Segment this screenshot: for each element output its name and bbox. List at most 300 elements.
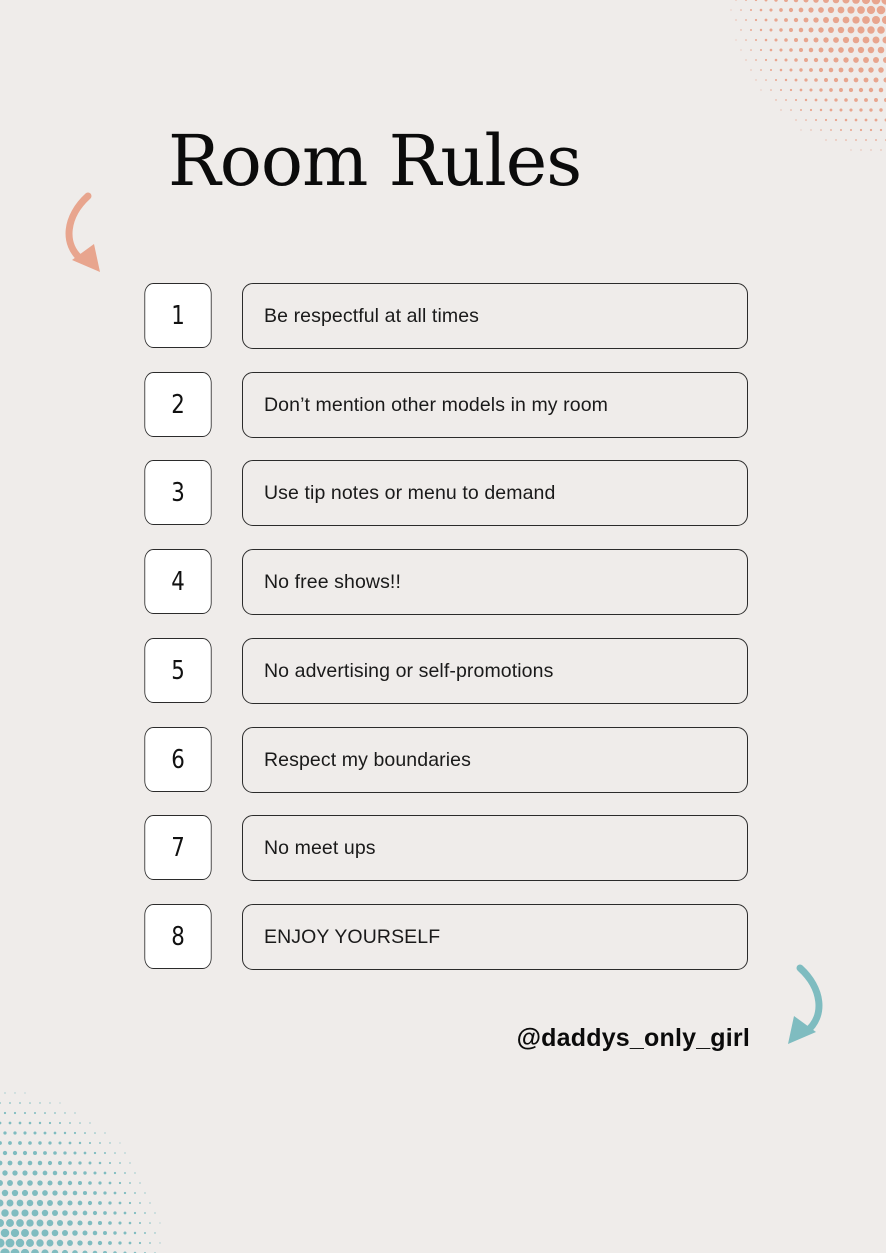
- halftone-dot: [809, 48, 813, 52]
- halftone-dot: [144, 1232, 146, 1234]
- halftone-dot: [59, 1102, 60, 1103]
- halftone-dot: [833, 57, 838, 62]
- rule-number: 2: [171, 389, 185, 420]
- halftone-dot: [779, 8, 783, 12]
- halftone-dot: [879, 108, 882, 111]
- halftone-dot: [38, 1161, 42, 1165]
- halftone-dot: [42, 1230, 49, 1237]
- halftone-dot: [750, 49, 752, 51]
- halftone-dot: [139, 1242, 141, 1244]
- halftone-dot: [843, 57, 848, 62]
- halftone-dot: [23, 1131, 26, 1134]
- halftone-dot: [740, 29, 741, 30]
- halftone-dot: [874, 98, 878, 102]
- halftone-dot: [98, 1241, 102, 1245]
- halftone-dot: [784, 0, 788, 2]
- halftone-dot: [790, 109, 792, 111]
- halftone-dot: [114, 1152, 116, 1154]
- halftone-dot: [750, 9, 752, 11]
- halftone-dot: [72, 1230, 78, 1236]
- halftone-dot: [760, 29, 762, 31]
- halftone-dot: [13, 1131, 16, 1134]
- halftone-dot: [735, 0, 736, 1]
- rule-text: Use tip notes or menu to demand: [264, 481, 556, 504]
- halftone-dot: [843, 17, 850, 24]
- halftone-dot: [52, 1190, 57, 1195]
- rule-number-box: [144, 283, 211, 348]
- halftone-dot: [784, 18, 788, 22]
- halftone-dot: [32, 1190, 38, 1196]
- halftone-dot: [809, 28, 814, 33]
- halftone-dot: [775, 59, 778, 62]
- halftone-dot: [780, 89, 782, 91]
- halftone-dot: [848, 67, 853, 72]
- halftone-dot: [11, 1209, 18, 1216]
- halftone-dot: [789, 28, 793, 32]
- halftone-dot: [860, 129, 862, 131]
- halftone-dot: [872, 0, 881, 4]
- halftone-dot: [740, 9, 742, 11]
- rule-number: 4: [171, 566, 185, 597]
- halftone-dot: [9, 1122, 12, 1125]
- halftone-dot: [134, 1212, 136, 1214]
- halftone-dot: [844, 98, 848, 102]
- halftone-dot: [859, 108, 862, 111]
- halftone-dot: [63, 1151, 66, 1154]
- halftone-dot: [0, 1161, 2, 1166]
- halftone-dot: [77, 1220, 82, 1225]
- halftone-dot: [43, 1171, 48, 1176]
- halftone-dot: [52, 1250, 59, 1253]
- halftone-dot: [804, 18, 809, 23]
- halftone-dot: [52, 1230, 59, 1237]
- halftone-dot: [129, 1162, 130, 1163]
- halftone-dot: [0, 1238, 5, 1247]
- halftone-dot: [745, 39, 747, 41]
- halftone-dot: [73, 1151, 76, 1154]
- halftone-dot: [774, 38, 777, 41]
- halftone-dot: [845, 139, 847, 141]
- halftone-dot: [815, 119, 817, 121]
- halftone-dot: [37, 1200, 43, 1206]
- halftone-dot: [770, 89, 772, 91]
- halftone-dot: [83, 1211, 88, 1216]
- rule-number: 8: [171, 921, 185, 952]
- halftone-dot: [740, 49, 741, 50]
- halftone-dot: [867, 6, 875, 14]
- halftone-dot: [795, 79, 798, 82]
- halftone-dot: [828, 7, 834, 13]
- halftone-dot: [830, 109, 833, 112]
- halftone-dot: [8, 1141, 12, 1145]
- halftone-dot: [104, 1132, 105, 1133]
- halftone-dot: [800, 109, 802, 111]
- halftone-dot: [858, 67, 863, 72]
- halftone-dot: [4, 1092, 5, 1093]
- halftone-dot: [0, 1248, 9, 1253]
- halftone-dot: [78, 1161, 81, 1164]
- halftone-dot: [765, 79, 767, 81]
- halftone-dot: [2, 1190, 8, 1196]
- halftone-dot: [877, 6, 886, 15]
- rule-text: Respect my boundaries: [264, 748, 471, 771]
- halftone-dot: [7, 1180, 13, 1186]
- halftone-dot: [847, 6, 854, 13]
- halftone-dot: [18, 1141, 22, 1145]
- halftone-dot: [760, 89, 761, 90]
- halftone-dot: [98, 1181, 101, 1184]
- halftone-dot: [108, 1201, 111, 1204]
- halftone-dot: [47, 1240, 54, 1247]
- halftone-dot: [855, 119, 858, 122]
- halftone-dot: [850, 129, 852, 131]
- halftone-dot: [755, 79, 756, 80]
- halftone-dot: [44, 1112, 46, 1114]
- halftone-dot: [854, 98, 858, 102]
- halftone-dot: [1, 1209, 8, 1216]
- halftone-dot: [794, 38, 798, 42]
- halftone-dot: [144, 1192, 145, 1193]
- halftone-dot: [12, 1190, 18, 1196]
- halftone-dot: [83, 1231, 88, 1236]
- halftone-dot: [103, 1211, 107, 1215]
- halftone-dot: [94, 1132, 96, 1134]
- halftone-dot: [842, 0, 849, 4]
- halftone-dot: [0, 1219, 4, 1227]
- halftone-dot: [0, 1180, 3, 1186]
- rule-text-box: [242, 815, 748, 881]
- halftone-dot: [7, 1200, 14, 1207]
- halftone-dot: [159, 1242, 160, 1243]
- halftone-dot: [68, 1161, 72, 1165]
- halftone-dot: [755, 0, 757, 1]
- halftone-dot: [17, 1200, 24, 1207]
- halftone-dot: [22, 1190, 28, 1196]
- halftone-dot: [765, 0, 768, 1]
- halftone-dot: [21, 1249, 29, 1253]
- halftone-dot: [129, 1222, 132, 1225]
- halftone-dot: [93, 1191, 97, 1195]
- halftone-dot: [745, 59, 746, 60]
- halftone-dot: [835, 119, 837, 121]
- halftone-dot: [0, 1122, 1, 1125]
- halftone-dot: [877, 26, 885, 34]
- halftone-dot: [819, 88, 822, 91]
- halftone-dot: [27, 1180, 33, 1186]
- page-title: Room Rules: [168, 120, 582, 202]
- halftone-dot: [880, 149, 881, 150]
- halftone-dot: [109, 1182, 112, 1185]
- halftone-dot: [834, 98, 837, 101]
- halftone-dot: [750, 69, 751, 70]
- halftone-dot: [770, 49, 773, 52]
- halftone-dot: [795, 99, 797, 101]
- halftone-dot: [863, 57, 869, 63]
- halftone-dot: [780, 109, 781, 110]
- halftone-dot: [770, 29, 773, 32]
- halftone-dot: [878, 47, 885, 54]
- halftone-dot: [69, 1142, 72, 1145]
- halftone-dot: [800, 129, 801, 130]
- halftone-dot: [872, 16, 880, 24]
- halftone-dot: [857, 26, 864, 33]
- halftone-dot: [3, 1131, 6, 1134]
- halftone-dot: [134, 1232, 136, 1234]
- halftone-dot: [1, 1229, 10, 1238]
- halftone-dot: [19, 1102, 21, 1104]
- rule-number: 3: [171, 477, 185, 508]
- halftone-dot: [848, 47, 854, 53]
- halftone-dot: [833, 0, 840, 3]
- halftone-dot: [108, 1221, 112, 1225]
- rule-text: No advertising or self-promotions: [264, 659, 554, 682]
- halftone-dot: [853, 57, 859, 63]
- halftone-dot: [820, 129, 822, 131]
- halftone-dot: [882, 36, 886, 43]
- halftone-dot: [22, 1170, 27, 1175]
- halftone-dot: [57, 1240, 63, 1246]
- halftone-dot: [89, 1142, 91, 1144]
- halftone-dot: [829, 68, 834, 73]
- halftone-dot: [863, 37, 870, 44]
- rule-text-box: [242, 904, 748, 970]
- halftone-dot: [23, 1151, 27, 1155]
- halftone-dot: [882, 16, 886, 24]
- halftone-dot: [770, 69, 772, 71]
- halftone-dot: [874, 78, 879, 83]
- halftone-dot: [870, 129, 872, 131]
- halftone-dot: [27, 1200, 34, 1207]
- halftone-dot: [37, 1220, 44, 1227]
- halftone-dot: [868, 47, 874, 53]
- halftone-dot: [59, 1142, 62, 1145]
- halftone-dot: [810, 109, 812, 111]
- halftone-dot: [26, 1239, 34, 1247]
- halftone-dot: [108, 1241, 112, 1245]
- halftone-dot: [62, 1230, 68, 1236]
- halftone-dot: [24, 1112, 26, 1114]
- halftone-dot: [789, 48, 793, 52]
- halftone-dot: [83, 1171, 86, 1174]
- halftone-dot: [42, 1190, 48, 1196]
- halftone-dots-top-right: [716, 0, 886, 170]
- halftone-dot: [72, 1210, 77, 1215]
- halftone-dot: [838, 47, 844, 53]
- halftone-dot: [864, 98, 868, 102]
- halftone-dot: [755, 59, 757, 61]
- halftone-dot: [808, 7, 813, 12]
- halftone-dot: [799, 8, 804, 13]
- halftone-dot: [109, 1162, 111, 1164]
- rule-text-box: [242, 549, 748, 615]
- halftone-dot: [53, 1151, 57, 1155]
- halftone-dot: [119, 1182, 121, 1184]
- halftone-dot: [838, 7, 845, 14]
- halftone-dot: [88, 1201, 92, 1205]
- halftone-dot: [844, 78, 849, 83]
- rule-number-box: [144, 372, 211, 437]
- halftone-dot: [775, 99, 776, 100]
- halftone-dot: [144, 1212, 146, 1214]
- halftone-dot: [730, 9, 731, 10]
- halftone-dot: [13, 1151, 17, 1155]
- halftone-dot: [835, 139, 836, 140]
- halftone-dot: [765, 59, 767, 61]
- halftone-dot: [848, 27, 855, 34]
- halftone-dot: [825, 139, 826, 140]
- halftone-dot: [12, 1170, 17, 1175]
- halftone-dot: [139, 1222, 141, 1224]
- halftone-dot: [828, 47, 833, 52]
- halftone-dot: [31, 1249, 39, 1253]
- halftone-dot: [760, 49, 762, 51]
- halftone-dot: [114, 1192, 117, 1195]
- halftone-dot: [779, 28, 782, 31]
- halftone-dot: [825, 119, 827, 121]
- rule-number-box: [144, 549, 211, 614]
- halftone-dot: [17, 1180, 23, 1186]
- halftone-dot: [149, 1222, 151, 1224]
- halftone-dot: [858, 47, 864, 53]
- halftone-dot: [878, 67, 884, 73]
- halftone-dot: [53, 1171, 58, 1176]
- halftone-dot: [838, 27, 844, 33]
- halftone-dot: [84, 1152, 87, 1155]
- halftone-dot: [755, 19, 757, 21]
- halftone-dot: [4, 1112, 6, 1114]
- halftone-dot: [98, 1201, 102, 1205]
- rule-number-box: [144, 638, 211, 703]
- halftone-dot: [21, 1229, 29, 1237]
- halftone-dot: [813, 17, 818, 22]
- halftone-dot: [800, 89, 803, 92]
- halftone-dot: [119, 1162, 121, 1164]
- halftone-dot: [83, 1191, 87, 1195]
- halftone-dot: [881, 0, 886, 5]
- halftone-dot: [745, 0, 747, 1]
- halftone-dot: [769, 8, 772, 11]
- halftone-dot: [804, 0, 809, 2]
- halftone-dot: [829, 88, 833, 92]
- halftone-dot: [6, 1219, 14, 1227]
- halftone-dot: [129, 1182, 131, 1184]
- halftone-dot: [809, 88, 812, 91]
- halftone-dot: [799, 48, 803, 52]
- halftone-dot: [67, 1200, 72, 1205]
- rule-text: Be respectful at all times: [264, 304, 480, 327]
- rule-number: 6: [171, 744, 185, 775]
- halftone-dot: [58, 1181, 63, 1186]
- halftone-dot: [840, 129, 842, 131]
- halftone-dot: [857, 6, 865, 14]
- rule-number: 5: [171, 655, 185, 686]
- halftone-dot: [868, 67, 873, 72]
- halftone-dot: [774, 0, 777, 2]
- halftone-dot: [149, 1242, 151, 1244]
- halftone-dot: [42, 1210, 48, 1216]
- halftone-dot: [879, 88, 883, 92]
- halftone-dot: [31, 1229, 38, 1236]
- halftone-dot: [862, 0, 870, 4]
- halftone-dot: [98, 1221, 102, 1225]
- halftone-dot: [840, 109, 843, 112]
- halftone-dot: [93, 1211, 97, 1215]
- halftone-dot: [88, 1181, 92, 1185]
- halftone-dot: [33, 1131, 36, 1134]
- halftone-dot: [18, 1161, 23, 1166]
- halftone-dot: [765, 39, 768, 42]
- halftone-dot: [103, 1191, 106, 1194]
- halftone-dot: [104, 1172, 107, 1175]
- halftone-dot: [79, 1142, 81, 1144]
- halftone-dot: [26, 1219, 33, 1226]
- halftone-dot: [11, 1249, 20, 1253]
- halftone-dot: [799, 28, 803, 32]
- halftone-dot: [805, 119, 807, 121]
- halftone-dot: [54, 1112, 56, 1114]
- halftone-dot: [869, 88, 873, 92]
- halftone-dots-bottom-left: [0, 1083, 175, 1253]
- halftone-dot: [93, 1231, 98, 1236]
- halftone-dot: [134, 1192, 136, 1194]
- halftone-dot: [47, 1200, 53, 1206]
- halftone-dot: [28, 1141, 32, 1145]
- halftone-dot: [48, 1161, 52, 1165]
- halftone-dot: [794, 58, 798, 62]
- halftone-dot: [64, 1112, 65, 1113]
- halftone-dot: [47, 1220, 54, 1227]
- rule-text-box: [242, 638, 748, 704]
- halftone-dot: [109, 1142, 110, 1143]
- halftone-dot: [124, 1152, 125, 1153]
- halftone-dot: [869, 108, 872, 111]
- halftone-dot: [839, 88, 843, 92]
- halftone-dot: [823, 17, 829, 23]
- halftone-dot: [89, 1122, 90, 1123]
- halftone-dot: [0, 1141, 2, 1145]
- halftone-dot: [815, 99, 818, 102]
- halftone-dot: [114, 1172, 116, 1174]
- halftone-dot: [89, 1162, 92, 1165]
- halftone-dot: [814, 38, 819, 43]
- halftone-dot: [790, 89, 792, 91]
- halftone-dot: [824, 78, 828, 82]
- halftone-dot: [113, 1211, 116, 1214]
- halftone-dot: [828, 27, 834, 33]
- halftone-dot: [16, 1239, 24, 1247]
- halftone-dot: [865, 139, 867, 141]
- halftone-dot: [818, 27, 823, 32]
- halftone-dot: [0, 1102, 1, 1104]
- halftone-dot: [855, 139, 857, 141]
- halftone-dot: [48, 1141, 51, 1144]
- halftone-dot: [790, 69, 793, 72]
- halftone-dot: [103, 1231, 107, 1235]
- halftone-dot: [774, 18, 777, 21]
- halftone-dot: [760, 9, 763, 12]
- rule-text-box: [242, 372, 748, 438]
- halftone-dot: [41, 1249, 48, 1253]
- halftone-dot: [3, 1151, 7, 1155]
- halftone-dot: [38, 1141, 41, 1144]
- halftone-dot: [14, 1112, 16, 1114]
- halftone-dot: [852, 0, 860, 4]
- halftone-dot: [14, 1092, 15, 1093]
- halftone-dot: [67, 1220, 73, 1226]
- halftone-dot: [24, 1092, 25, 1093]
- halftone-dot: [47, 1180, 52, 1185]
- halftone-dot: [852, 16, 859, 23]
